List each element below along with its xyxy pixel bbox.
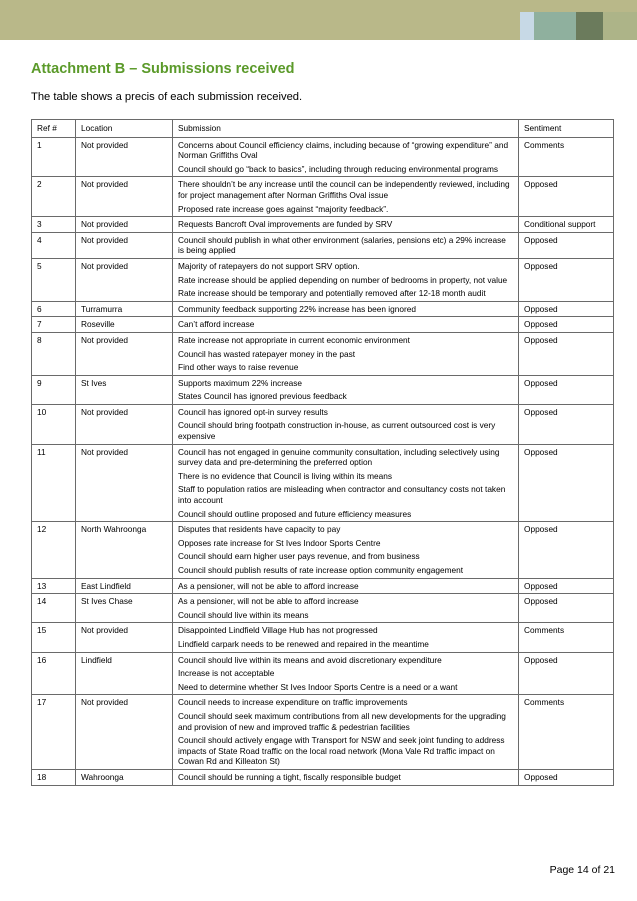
- cell-submission: [173, 177, 519, 217]
- cell-submission: [173, 301, 519, 317]
- submission-point: Council should go “back to basics”, including through reducing environmental programs: [178, 163, 499, 174]
- cell-submission: [173, 217, 519, 233]
- cell-location: Not provided: [76, 217, 173, 233]
- column-header-location: Location: [76, 120, 173, 138]
- cell-submission: [173, 594, 519, 623]
- header-accent-block: [520, 12, 534, 40]
- cell-sentiment: Opposed: [519, 332, 614, 375]
- cell-location: Not provided: [76, 258, 173, 301]
- cell-sentiment: Opposed: [519, 301, 614, 317]
- cell-location: Not provided: [76, 232, 173, 258]
- submission-point: Majority of ratepayers do not support SRV option.: [178, 260, 360, 271]
- cell-location: East Lindfield: [76, 578, 173, 594]
- cell-sentiment: Conditional support: [519, 217, 614, 233]
- submission-point: As a pensioner, will not be able to afford increase: [178, 580, 359, 591]
- cell-sentiment: Opposed: [519, 652, 614, 695]
- cell-ref: 3: [32, 217, 76, 233]
- page-number: Page 14 of 21: [549, 864, 615, 876]
- submission-point: Council should earn higher user pays revenue, and from business: [178, 551, 420, 562]
- table-row: [32, 594, 614, 623]
- submission-point: There shouldn’t be any increase until the council can be independently reviewed, including for project management after Norman Griffiths Oval issue: [178, 179, 510, 200]
- cell-location: Turramurra: [76, 301, 173, 317]
- page-title: Attachment B – Submissions received: [31, 61, 295, 77]
- cell-location: Lindfield: [76, 652, 173, 695]
- table-body: [32, 137, 614, 785]
- submission-point: Council should be running a tight, fiscally responsible budget: [178, 771, 401, 782]
- submission-point: Rate increase should be applied depending on number of bedrooms in property, not value: [178, 274, 508, 285]
- intro-text: The table shows a precis of each submission received.: [31, 91, 303, 103]
- submission-point: Find other ways to raise revenue: [178, 362, 299, 373]
- submissions-table: [31, 119, 614, 786]
- cell-sentiment: Opposed: [519, 522, 614, 578]
- table-row: [32, 217, 614, 233]
- cell-submission: [173, 375, 519, 404]
- submission-point: Lindfield carpark needs to be renewed and repaired in the meantime: [178, 638, 429, 649]
- table-row: [32, 578, 614, 594]
- cell-sentiment: Opposed: [519, 444, 614, 522]
- cell-ref: 7: [32, 317, 76, 333]
- table-row: [32, 404, 614, 444]
- cell-sentiment: Opposed: [519, 258, 614, 301]
- submission-point: Council should outline proposed and future efficiency measures: [178, 508, 412, 519]
- submission-point: Council has wasted ratepayer money in the past: [178, 348, 356, 359]
- cell-sentiment: Opposed: [519, 375, 614, 404]
- submission-point: Rate increase not appropriate in current economic environment: [178, 334, 410, 345]
- submission-point: Council should publish in what other environment (salaries, pensions etc) a 29% increase is being applied: [178, 234, 506, 256]
- cell-ref: 4: [32, 232, 76, 258]
- column-header-sentiment: Sentiment: [519, 120, 614, 138]
- submission-point: Council should actively engage with Transport for NSW and seek joint funding to address impacts of State Road traffic on the local road network (Mona Vale Rd traffic impact on Cowan Rd and Killeaton St): [178, 735, 505, 767]
- cell-location: Not provided: [76, 137, 173, 177]
- cell-ref: 13: [32, 578, 76, 594]
- cell-sentiment: Opposed: [519, 594, 614, 623]
- cell-location: St Ives: [76, 375, 173, 404]
- cell-submission: [173, 652, 519, 695]
- cell-ref: 12: [32, 522, 76, 578]
- cell-submission: [173, 137, 519, 177]
- submission-point: Council has not engaged in genuine community consultation, including selectively using survey data and pre-determining the preferred option: [178, 446, 500, 468]
- cell-ref: 2: [32, 177, 76, 217]
- cell-submission: [173, 769, 519, 785]
- submission-point: Concerns about Council efficiency claims, including because of “growing expenditure” and Norman Griffiths Oval: [178, 139, 509, 161]
- table-row: [32, 301, 614, 317]
- submission-point: Council should live within its means: [178, 609, 309, 620]
- column-header-submission: Submission: [173, 120, 519, 138]
- submission-point: Staff to population ratios are misleading when contractor and consultancy costs not taken into account: [178, 484, 506, 506]
- submission-point: Council should bring footpath construction in-house, as current outsourced cost is very expensive: [178, 420, 496, 442]
- submission-point: Need to determine whether St Ives Indoor Sports Centre is a need or a want: [178, 681, 458, 692]
- submission-point: Council should seek maximum contributions from all new developments for the upgrading and provision of new and improved traffic & pedestrian facilities: [178, 710, 506, 732]
- submission-point: Supports maximum 22% increase: [178, 377, 303, 388]
- cell-submission: [173, 232, 519, 258]
- table-row: [32, 522, 614, 578]
- cell-ref: 17: [32, 695, 76, 770]
- cell-submission: [173, 695, 519, 770]
- table-row: [32, 652, 614, 695]
- cell-ref: 1: [32, 137, 76, 177]
- cell-location: Roseville: [76, 317, 173, 333]
- submission-point: Opposes rate increase for St Ives Indoor Sports Centre: [178, 537, 381, 548]
- table-header-row: [32, 120, 614, 138]
- header-accent-block: [603, 12, 637, 40]
- cell-location: Not provided: [76, 623, 173, 652]
- cell-location: Not provided: [76, 695, 173, 770]
- cell-sentiment: Comments: [519, 695, 614, 770]
- cell-submission: [173, 623, 519, 652]
- cell-submission: [173, 332, 519, 375]
- submission-point: Disappointed Lindfield Village Hub has not progressed: [178, 625, 378, 636]
- header-banner: [0, 0, 637, 40]
- cell-submission: [173, 578, 519, 594]
- cell-ref: 9: [32, 375, 76, 404]
- submission-point: Community feedback supporting 22% increase has been ignored: [178, 303, 416, 314]
- header-accent-block: [576, 12, 603, 40]
- submission-point: As a pensioner, will not be able to afford increase: [178, 596, 359, 607]
- cell-location: Not provided: [76, 332, 173, 375]
- cell-sentiment: Comments: [519, 623, 614, 652]
- cell-submission: [173, 317, 519, 333]
- table-row: [32, 444, 614, 522]
- header-accent-block: [534, 12, 576, 40]
- cell-sentiment: Comments: [519, 137, 614, 177]
- cell-location: Wahroonga: [76, 769, 173, 785]
- table-row: [32, 232, 614, 258]
- submission-point: Requests Bancroft Oval improvements are funded by SRV: [178, 219, 393, 230]
- cell-sentiment: Opposed: [519, 404, 614, 444]
- submission-point: There is no evidence that Council is living within its means: [178, 470, 392, 481]
- cell-ref: 16: [32, 652, 76, 695]
- submission-point: Proposed rate increase goes against “majority feedback”.: [178, 203, 389, 214]
- cell-submission: [173, 404, 519, 444]
- table-row: [32, 623, 614, 652]
- submission-point: Increase is not acceptable: [178, 668, 275, 679]
- table-row: [32, 258, 614, 301]
- table-row: [32, 769, 614, 785]
- cell-location: North Wahroonga: [76, 522, 173, 578]
- submission-point: Disputes that residents have capacity to pay: [178, 524, 341, 535]
- cell-ref: 10: [32, 404, 76, 444]
- submission-point: Council needs to increase expenditure on traffic improvements: [178, 697, 408, 708]
- table-row: [32, 375, 614, 404]
- table-row: [32, 137, 614, 177]
- cell-ref: 15: [32, 623, 76, 652]
- cell-ref: 14: [32, 594, 76, 623]
- table-row: [32, 317, 614, 333]
- cell-sentiment: Opposed: [519, 177, 614, 217]
- cell-submission: [173, 258, 519, 301]
- table-row: [32, 695, 614, 770]
- cell-location: Not provided: [76, 177, 173, 217]
- cell-ref: 11: [32, 444, 76, 522]
- table-row: [32, 332, 614, 375]
- cell-ref: 18: [32, 769, 76, 785]
- cell-location: St Ives Chase: [76, 594, 173, 623]
- cell-sentiment: Opposed: [519, 232, 614, 258]
- cell-submission: [173, 522, 519, 578]
- submission-point: States Council has ignored previous feedback: [178, 391, 347, 402]
- cell-location: Not provided: [76, 444, 173, 522]
- cell-ref: 8: [32, 332, 76, 375]
- cell-submission: [173, 444, 519, 522]
- submission-point: Council should publish results of rate increase option community engagement: [178, 565, 464, 575]
- submission-point: Council has ignored opt-in survey results: [178, 406, 328, 417]
- table-row: [32, 177, 614, 217]
- submission-point: Can’t afford increase: [178, 319, 255, 330]
- submission-point: Council should live within its means and avoid discretionary expenditure: [178, 654, 442, 665]
- submission-point: Rate increase should be temporary and potentially removed after 12-18 month audit: [178, 288, 486, 299]
- cell-sentiment: Opposed: [519, 578, 614, 594]
- cell-sentiment: Opposed: [519, 317, 614, 333]
- cell-sentiment: Opposed: [519, 769, 614, 785]
- cell-ref: 5: [32, 258, 76, 301]
- cell-location: Not provided: [76, 404, 173, 444]
- column-header-ref: Ref #: [32, 120, 76, 138]
- cell-ref: 6: [32, 301, 76, 317]
